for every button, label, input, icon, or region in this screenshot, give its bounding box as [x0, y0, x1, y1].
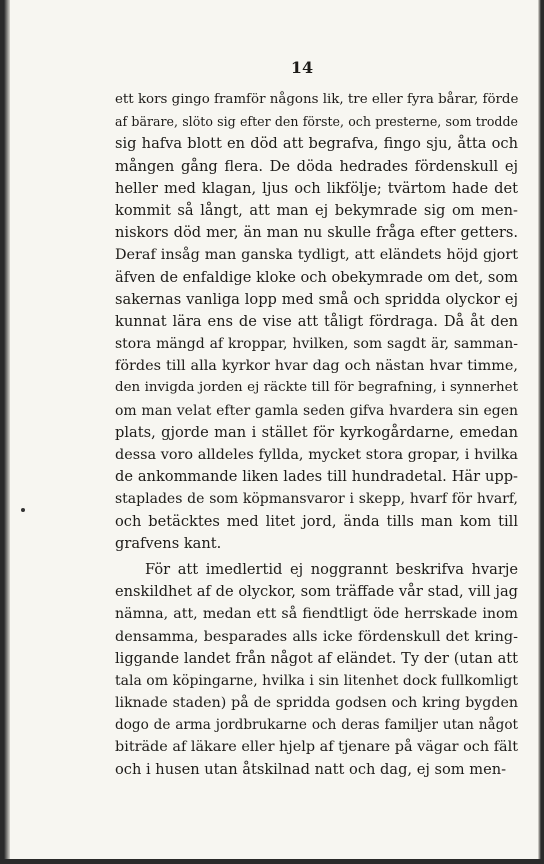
- text-line: enskildhet af de olyckor, som träffade vår stad, vill jag: [115, 583, 518, 601]
- text-line: Deraf insåg man ganska tydligt, att eländets höjd gjort: [115, 247, 518, 264]
- text-line: dogo de arma jordbrukarne och deras familjer utan något: [115, 717, 518, 734]
- text-line: kommit så långt, att man ej bekymrade sig om men-: [115, 201, 518, 219]
- text-line: ett kors gingo framför någons lik, tre eller fyra bårar, förde: [115, 92, 519, 107]
- text-line: densamma, besparades alls icke fördenskull det kring-: [115, 628, 518, 645]
- page-number: 14: [290, 58, 314, 77]
- scan-edge-bottom: [0, 859, 544, 864]
- text-line: plats, gjorde man i stället för kyrkogårdarne, emedan: [115, 423, 518, 441]
- text-line: äfven de enfaldige kloke och obekymrade om det, som: [115, 268, 518, 286]
- text-line: biträde af läkare eller hjelp af tjenare på vägar och fält: [115, 739, 518, 756]
- text-line: af bärare, slöto sig efter den förste, och presterne, som trodde: [115, 114, 518, 130]
- text-line: liggande landet från något af eländet. Ty der (utan att: [115, 649, 518, 667]
- text-line: För att imedlertid ej noggrannt beskrifva hvarje: [145, 560, 518, 578]
- text-line: niskors död mer, än man nu skulle fråga efter getters.: [115, 224, 518, 242]
- text-line: om man velat efter gamla seden gifva hvardera sin egen: [115, 402, 518, 419]
- text-line: dessa voro alldeles fyllda, mycket stora gropar, i hvilka: [115, 447, 518, 463]
- scan-edge-left: [0, 0, 10, 864]
- scan-edge-right: [538, 0, 544, 864]
- text-line: heller med klagan, ljus och likfölje; tvärtom hade det: [115, 179, 518, 197]
- text-line: fördes till alla kyrkor hvar dag och nästan hvar timme,: [115, 358, 518, 375]
- text-line: och betäcktes med litet jord, ända tills man kom till: [115, 512, 518, 530]
- text-line: den invigda jorden ej räckte till för begrafning, i synnerhet: [115, 380, 518, 396]
- text-block: [115, 89, 518, 781]
- text-line: nämna, att, medan ett så fiendtligt öde herrskade inom: [115, 606, 518, 623]
- text-line: och i husen utan åtskilnad natt och dag, ej som men-: [115, 760, 507, 778]
- text-line: de ankommande liken lades till hundradetal. Här upp-: [115, 468, 518, 486]
- paragraph-2: [115, 559, 518, 781]
- text-line: sig hafva blott en död att begrafva, fingo sju, åtta och: [115, 135, 518, 153]
- text-line: liknade staden) på de spridda godsen och kring bygden: [115, 695, 518, 712]
- margin-mark: [21, 508, 25, 512]
- text-line: kunnat lära ens de vise att tåligt fördraga. Då åt den: [115, 312, 518, 330]
- text-line: mången gång flera. De döda hedrades fördenskull ej: [115, 157, 518, 175]
- text-line: tala om köpingarne, hvilka i sin litenhet dock fullkomligt: [115, 672, 518, 689]
- paragraph-1: [115, 89, 518, 555]
- text-line: stora mängd af kroppar, hvilken, som sagdt är, samman-: [115, 336, 518, 353]
- text-line: staplades de som köpmansvaror i skepp, hvarf för hvarf,: [115, 491, 518, 508]
- text-line: sakernas vanliga lopp med små och spridda olyckor ej: [115, 290, 518, 308]
- text-line: grafvens kant.: [115, 534, 222, 552]
